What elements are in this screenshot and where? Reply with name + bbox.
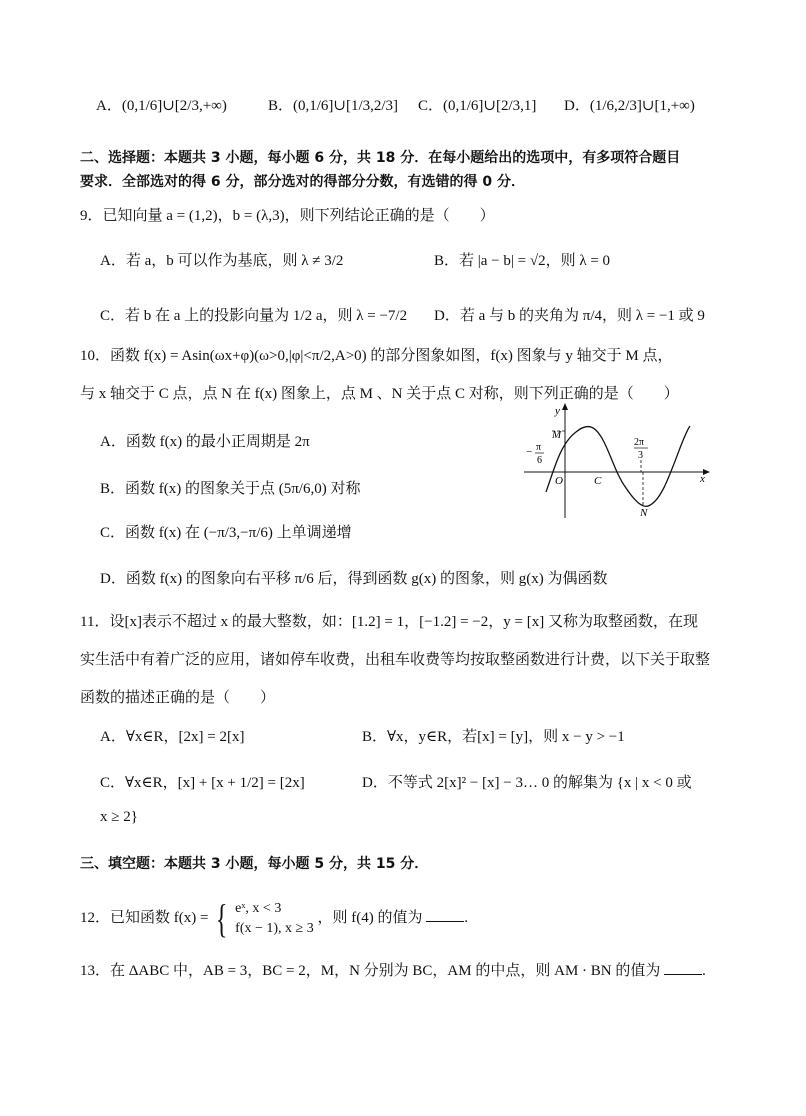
point-c-label: C: [594, 475, 602, 487]
q8-option-a: A．(0,1/6]∪[2/3,+∞): [96, 98, 227, 114]
q12-question: [80, 896, 468, 940]
q9-option-d: D．若 a 与 b 的夹角为 π/4，则 λ = −1 或 9: [434, 308, 705, 324]
section2-heading-line1: 二、选择题：本题共 3 小题，每小题 6 分，共 18 分．在每小题给出的选项中，有多项符合题目: [80, 150, 681, 166]
q12-brace: {: [216, 895, 228, 941]
two-pi-denominator: 3: [638, 450, 643, 461]
y-axis-arrow: [562, 403, 568, 410]
q9-option-a: A．若 a，b 可以作为基底，则 λ ≠ 3/2: [100, 253, 344, 269]
q10-option-c: C．函数 f(x) 在 (−π/3,−π/6) 上单调递增: [100, 525, 352, 541]
section3-heading: 三、填空题：本题共 3 小题，每小题 5 分，共 15 分．: [80, 856, 429, 872]
q12-case1: eˣ, x < 3: [235, 900, 282, 916]
section2-heading-line2: 要求．全部选对的得 6 分，部分选对的得部分分数，有选错的得 0 分．: [80, 174, 525, 190]
q10-option-b: B．函数 f(x) 的图象关于点 (5π/6,0) 对称: [100, 481, 361, 497]
q10-option-a: A．函数 f(x) 的最小正周期是 2π: [100, 434, 310, 450]
neg-pi-denominator: 6: [537, 455, 542, 466]
q10-function-graph: [520, 400, 715, 522]
q12-answer-blank[interactable]: [426, 907, 464, 922]
x-axis-label: x: [700, 473, 705, 485]
origin-label: O: [555, 475, 563, 487]
point-m-label: M: [552, 429, 562, 441]
q11-stem-line2: 实生活中有着广泛的应用，诸如停车收费，出租车收费等均按取整函数进行计费，以下关于取整: [80, 652, 711, 668]
q13-question: [80, 960, 706, 982]
q12-case2: f(x − 1), x ≥ 3: [235, 920, 314, 936]
q11-option-a: A．∀x∈R，[2x] = 2[x]: [100, 729, 245, 745]
neg-pi-sign: −: [526, 446, 533, 458]
q8-option-b: B．(0,1/6]∪[1/3,2/3]: [268, 98, 399, 114]
q11-stem-line1: 11．设[x]表示不超过 x 的最大整数，如：[1.2] = 1，[−1.2] = −2，y = [x] 又称为取整函数，在现: [80, 614, 698, 630]
neg-pi-numerator: π: [536, 442, 542, 453]
q13-end: .: [702, 963, 706, 979]
q11-stem-line3: 函数的描述正确的是（ ）: [80, 690, 276, 706]
sine-curve: [546, 426, 690, 506]
y-axis-label: y: [555, 405, 560, 417]
q11-option-d-line1: D．不等式 2[x]² − [x] − 3… 0 的解集为 {x | x < 0 或: [362, 775, 692, 791]
q8-option-d: D．(1/6,2/3]∪[1,+∞): [564, 98, 695, 114]
q13-answer-blank[interactable]: [664, 960, 702, 975]
q12-prefix: 12．已知函数 f(x) =: [80, 910, 209, 926]
q8-option-c: C．(0,1/6]∪[2/3,1]: [418, 98, 537, 114]
q10-option-d: D．函数 f(x) 的图象向右平移 π/6 后，得到函数 g(x) 的图象，则 g(x) 为偶函数: [100, 571, 608, 587]
q11-option-c: C．∀x∈R，[x] + [x + 1/2] = [2x]: [100, 775, 305, 791]
q12-suffix: ，则 f(4) 的值为: [317, 910, 423, 926]
q9-option-c: C．若 b 在 a 上的投影向量为 1/2 a，则 λ = −7/2: [100, 308, 408, 324]
q12-cases: [235, 899, 314, 939]
q10-stem-line1: 10．函数 f(x) = Asin(ωx+φ)(ω>0,|φ|<π/2,A>0) 的部分图象如图，f(x) 图象与 y 轴交于 M 点，: [80, 348, 673, 364]
q12-end: .: [464, 910, 468, 926]
q13-text: 13．在 ΔABC 中，AB = 3，BC = 2，M，N 分别为 BC，AM 的中点，则 AM · BN 的值为: [80, 963, 661, 979]
point-n-label: N: [640, 507, 648, 519]
q9-stem: 9．已知向量 a = (1,2)，b = (λ,3)，则下列结论正确的是（ ）: [80, 208, 495, 224]
q11-option-d-line2: x ≥ 2}: [100, 809, 138, 825]
q9-option-b: B．若 |a − b| = √2，则 λ = 0: [434, 253, 611, 269]
q10-stem-line2: 与 x 轴交于 C 点，点 N 在 f(x) 图象上，点 M 、N 关于点 C 对称，则下列正确的是（ ）: [80, 386, 679, 402]
q11-option-b: B．∀x，y∈R，若[x] = [y]，则 x − y > −1: [362, 729, 625, 745]
two-pi-numerator: 2π: [634, 437, 645, 448]
